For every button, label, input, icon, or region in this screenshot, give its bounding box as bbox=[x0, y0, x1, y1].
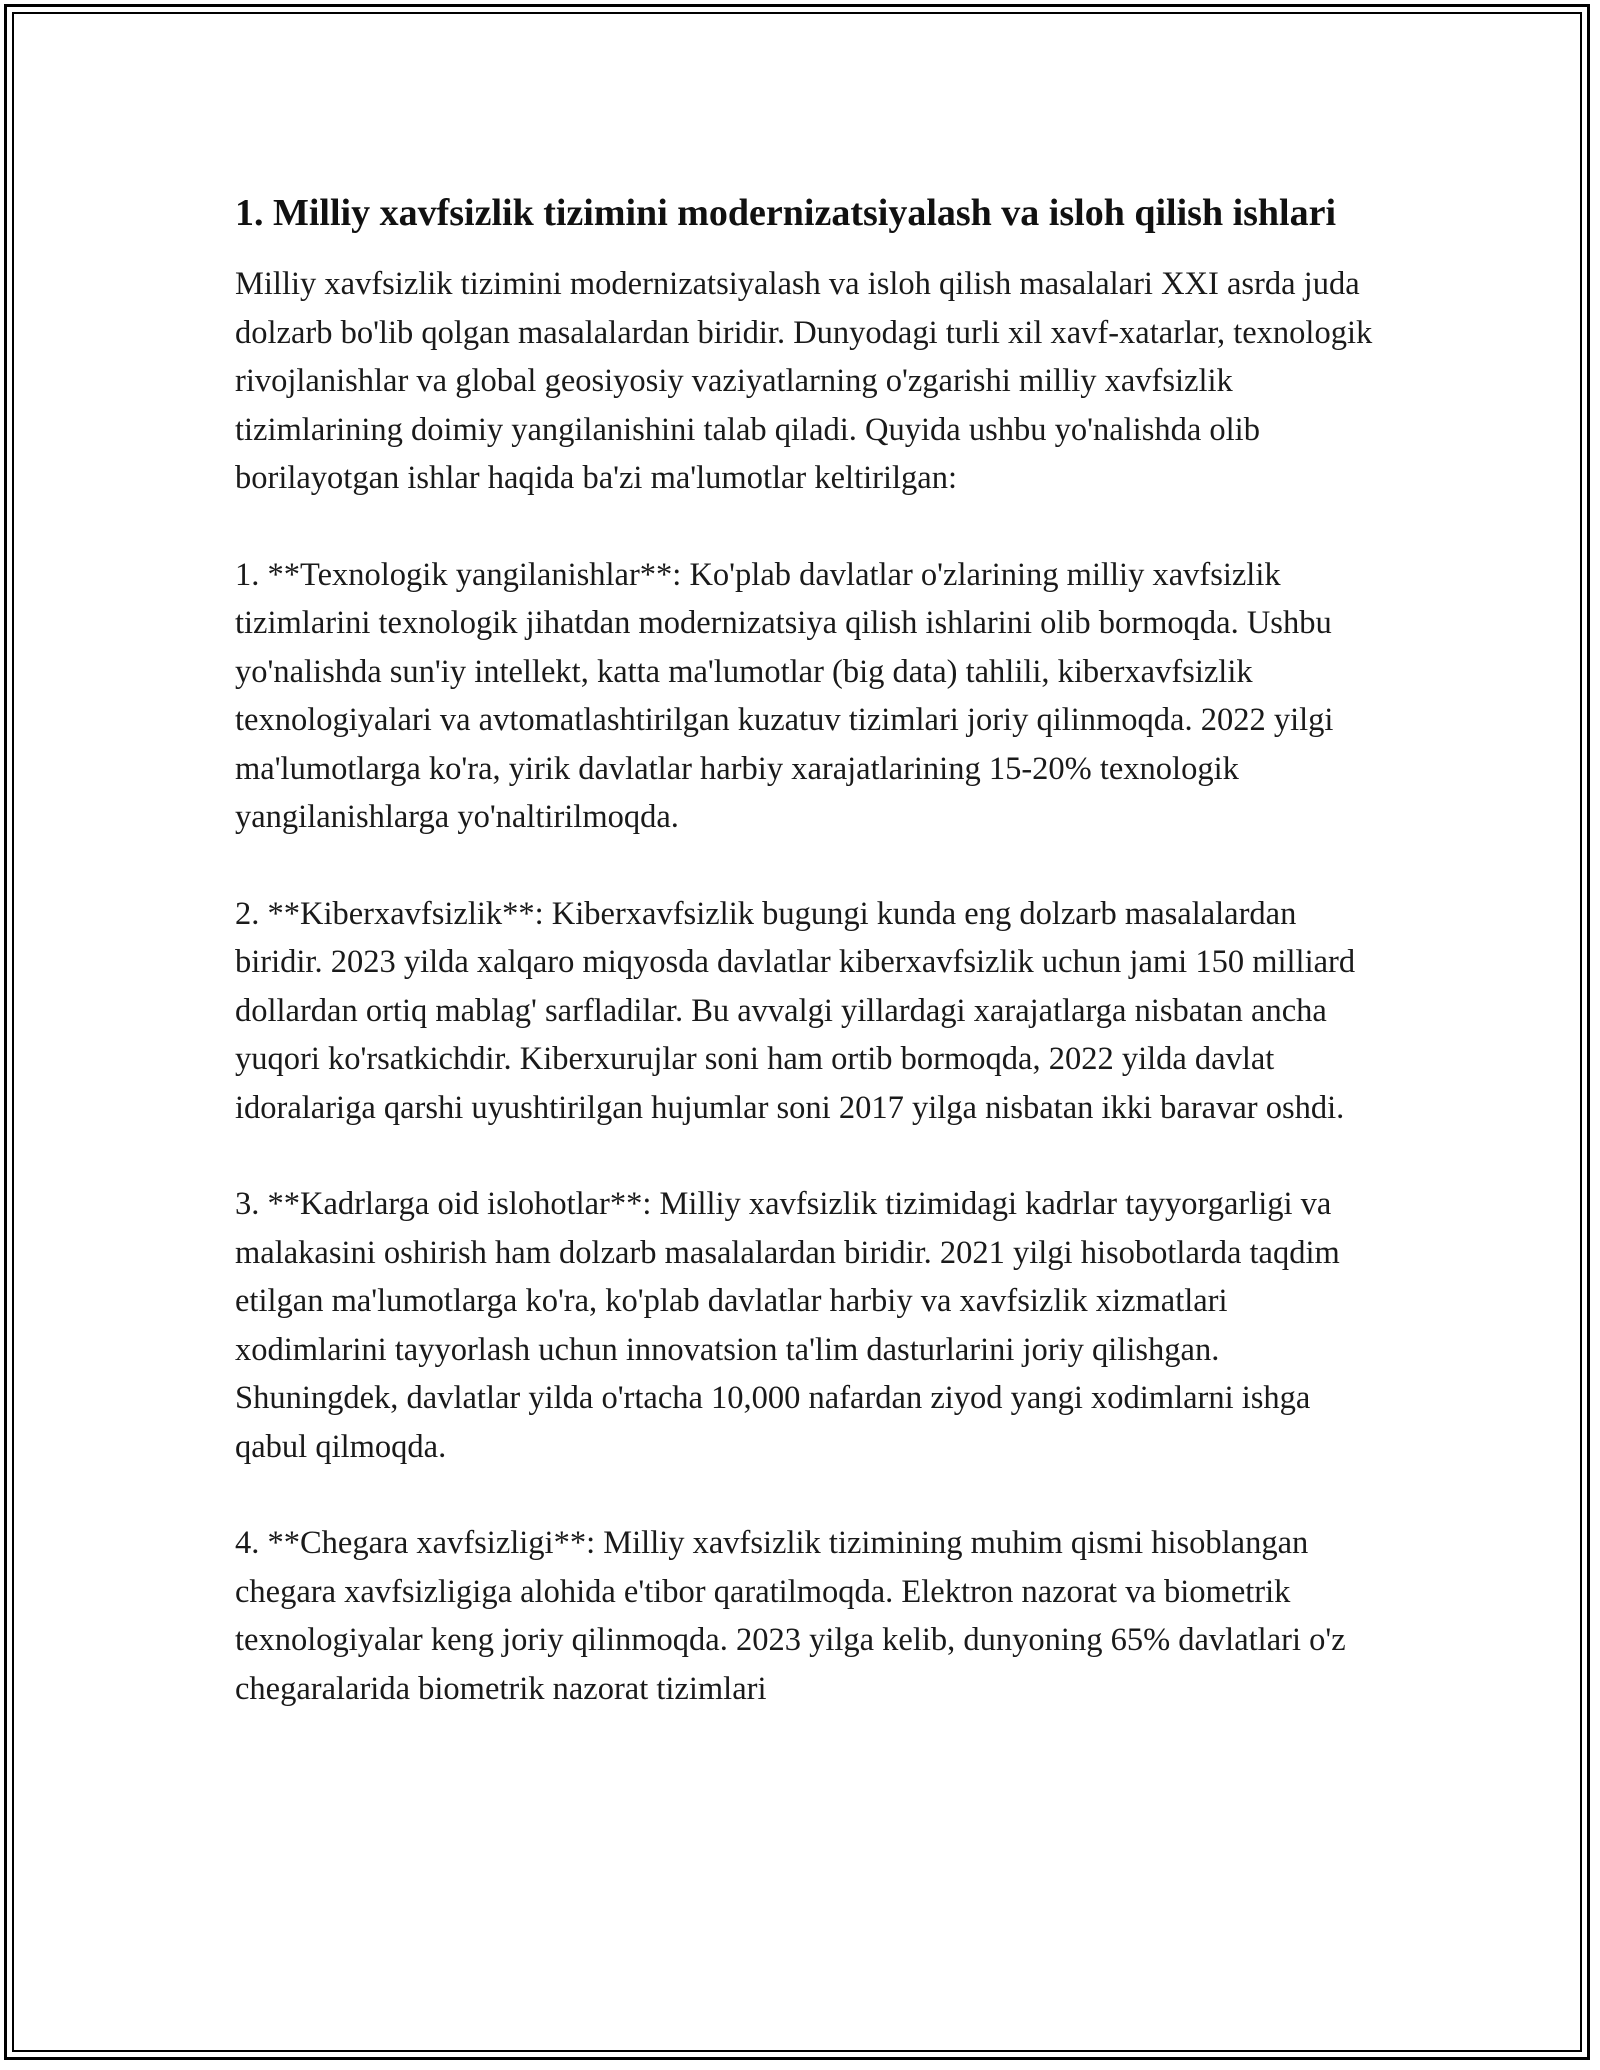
list-item-border-security: 4. **Chegara xavfsizligi**: Milliy xavfsizlik tizimining muhim qismi hisoblangan chegara xavfsizligiga alohida e'tibor qaratilmoqda. Elektron nazorat va biometrik texnologiyalar keng joriy qilinmoqda. 2023 yilga kelib, dunyoning 65% davlatlari o'z chegaralarida biometrik nazorat tizimlari bbox=[235, 1525, 1346, 1707]
list-item-personnel-reforms: 3. **Kadrlarga oid islohotlar**: Milliy xavfsizlik tizimidagi kadrlar tayyorgarligi va malakasini oshirish ham dolzarb masalalardan biridir. 2021 yilgi hisobotlarda taqdim etilgan ma'lumotlarga ko'ra, ko'plab davlatlar harbiy va xavfsizlik xizmatlari xodimlarini tayyorlash uchun innovatsion ta'lim dasturlarini joriy qilishgan. Shuningdek, davlatlar yilda o'rtacha 10,000 nafardan ziyod yangi xodimlarni ishga qabul qilmoqda. bbox=[235, 1186, 1340, 1465]
list-item-cybersecurity: 2. **Kiberxavfsizlik**: Kiberxavfsizlik bugungi kunda eng dolzarb masalalardan biridir. 2023 yilda xalqaro miqyosda davlatlar kiberxavfsizlik uchun jami 150 milliard dollardan ortiq mablag' sarfladilar. Bu avvalgi yillardagi xarajatlarga nisbatan ancha yuqori ko'rsatkichdir. Kiberxurujlar soni ham ortib bormoqda, 2022 yilda davlat idoralariga qarshi uyushtirilgan hujumlar soni 2017 yilga nisbatan ikki baravar oshdi. bbox=[235, 895, 1356, 1126]
list-item-technology-updates: 1. **Texnologik yangilanishlar**: Ko'plab davlatlar o'zlarining milliy xavfsizlik tizimlarini texnologik jihatdan modernizatsiya qilish ishlarini olib bormoqda. Ushbu yo'nalishda sun'iy intellekt, katta ma'lumotlar (big data) tahlili, kiberxavfsizlik texnologiyalari va avtomatlashtirilgan kuzatuv tizimlari joriy qilinmoqda. 2022 yilgi ma'lumotlarga ko'ra, yirik davlatlar harbiy xarajatlarining 15-20% texnologik yangilanishlarga yo'naltirilmoqda. bbox=[235, 556, 1334, 835]
intro-paragraph: Milliy xavfsizlik tizimini modernizatsiyalash va isloh qilish masalalari XXI asrda juda dolzarb bo'lib qolgan masalalardan biridir. Dunyodagi turli xil xavf-xatarlar, texnologik rivojlanishlar va global geosiyosiy vaziyatlarning o'zgarishi milliy xavfsizlik tizimlarining doimiy yangilanishini talab qiladi. Quyida ushbu yo'nalishda olib borilayotgan ishlar haqida ba'zi ma'lumotlar keltirilgan: bbox=[235, 266, 1373, 496]
document-body bbox=[235, 186, 1375, 1713]
section-heading: 1. Milliy xavfsizlik tizimini modernizatsiyalash va isloh qilish ishlari bbox=[235, 192, 1337, 234]
